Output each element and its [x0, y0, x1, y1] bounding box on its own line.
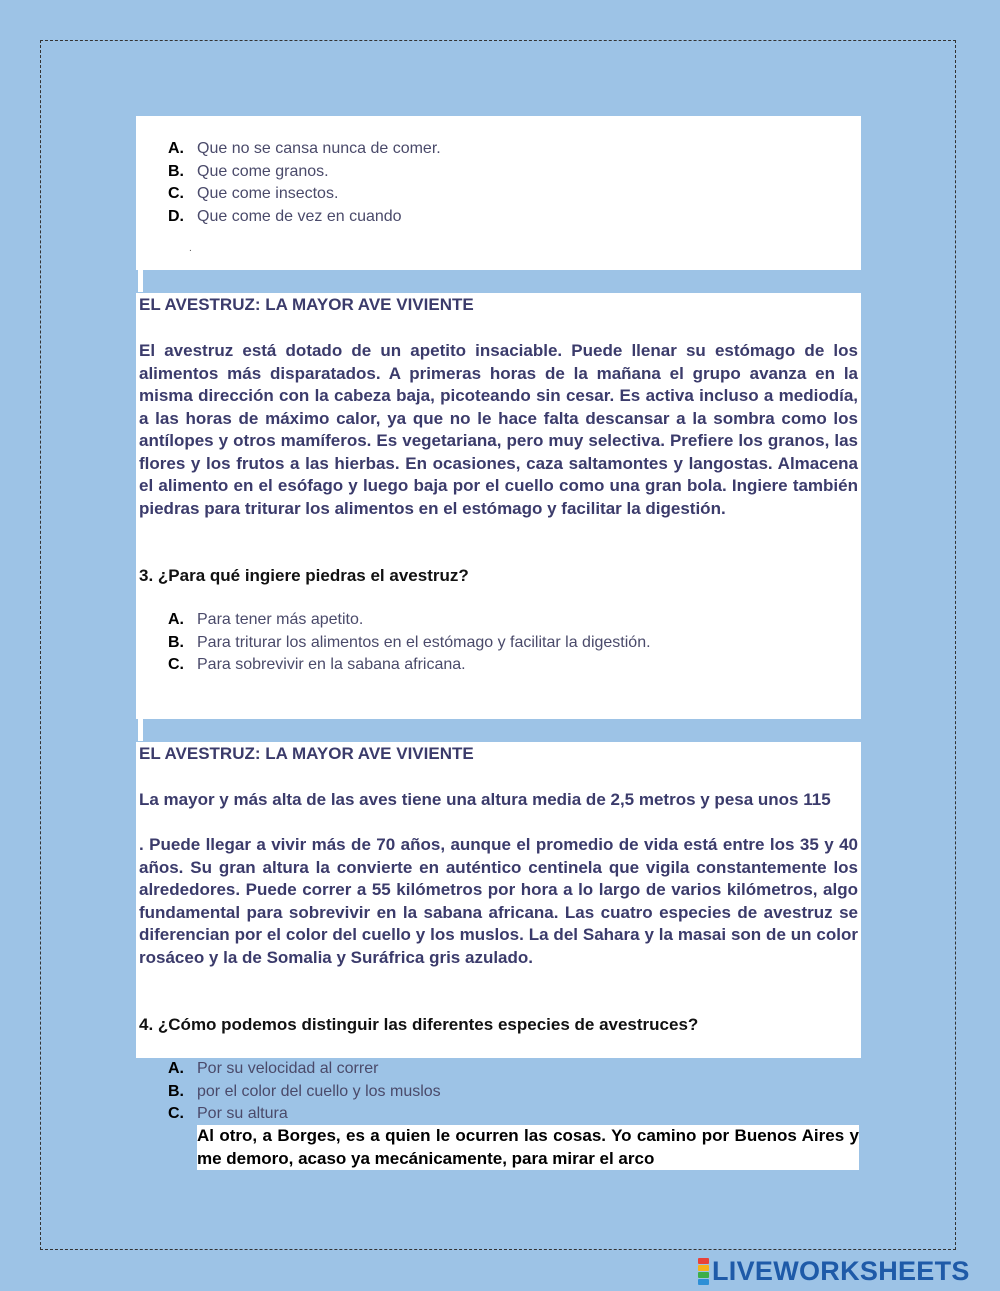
reading-paragraph-3a: La mayor y más alta de las aves tiene una altura media de 2,5 metros y pesa unos 115 [139, 790, 831, 809]
logo-block [698, 1272, 709, 1278]
logo-block [698, 1258, 709, 1264]
option-3b[interactable]: B. Para triturar los alimentos en el estómago y facilitar la digestión. [168, 633, 651, 651]
logo-block [698, 1265, 709, 1271]
question-4: 4. ¿Cómo podemos distinguir las diferentes especies de avestruces? [139, 1015, 699, 1034]
logo-blocks-icon [698, 1258, 709, 1285]
options-list-1 [168, 138, 441, 228]
option-1c[interactable]: C. Que come insectos. [168, 185, 339, 202]
options-list-4 [168, 1058, 441, 1126]
option-4a[interactable]: A. Por su velocidad al correr [168, 1060, 379, 1077]
option-1b[interactable]: B. Que come granos. [168, 162, 329, 180]
option-4b[interactable]: B. por el color del cuello y los muslos [168, 1082, 441, 1100]
borges-text: Al otro, a Borges, es a quien le ocurren las cosas. Yo camino por Buenos Aires y me demoro, acaso ya mecánicamente, para mirar el arco [197, 1125, 859, 1170]
option-3a[interactable]: A. Para tener más apetito. [168, 611, 364, 628]
logo-text: LIVEWORKSHEETS [712, 1256, 970, 1286]
panel-divider-1 [138, 270, 143, 292]
option-1a[interactable]: A. Que no se cansa nunca de comer. [168, 140, 441, 157]
question-3: 3. ¿Para qué ingiere piedras el avestruz? [139, 566, 469, 585]
options-list-3 [168, 609, 651, 677]
option-1d[interactable]: D. Que come de vez en cuando [168, 207, 402, 225]
reading-paragraph-3b: . Puede llegar a vivir más de 70 años, aunque el promedio de vida está entre los 35 y 40 años. Su gran altura la convierte en auténtico centinela que vigila constantemente los alrededores. Puede correr a 55 kilómetros por hora a lo largo de varios kilómetros, algo fundamental para sobrevivir en la sabana africana. Las cuatro especies de avestruz se diferencian por el color del cuello y los muslos. La del Sahara y la masai son de un color rosáceo y la de Somalia y Suráfrica gris azulado. [139, 835, 858, 967]
logo-block [698, 1279, 709, 1285]
option-4c[interactable]: C. Por su altura [168, 1105, 288, 1122]
liveworksheets-logo [698, 1257, 970, 1285]
section-title-3: EL AVESTRUZ: LA MAYOR AVE VIVIENTE [139, 744, 474, 763]
reading-paragraph-2: El avestruz está dotado de un apetito insaciable. Puede llenar su estómago de los alimentos más disparatados. A primeras horas de la mañana el grupo avanza en la misma dirección con la cabeza baja, picoteando sin cesar. Es activa incluso a mediodía, a las horas de máximo calor, ya que no le hace falta descansar a la sombra como los antílopes y otros mamíferos. Es vegetariana, pero muy selectiva. Prefiere los granos, las flores y los frutos a las hierbas. En ocasiones, caza saltamontes y langostas. Almacena el alimento en el esófago y luego baja por el cuello como una gran bola. Ingiere también piedras para triturar los alimentos en el estómago y facilitar la digestión. [139, 341, 858, 518]
section-title-2: EL AVESTRUZ: LA MAYOR AVE VIVIENTE [139, 295, 474, 314]
trailing-dot: . [189, 243, 192, 254]
option-3c[interactable]: C. Para sobrevivir en la sabana africana. [168, 656, 466, 673]
panel-divider-2 [138, 719, 143, 741]
